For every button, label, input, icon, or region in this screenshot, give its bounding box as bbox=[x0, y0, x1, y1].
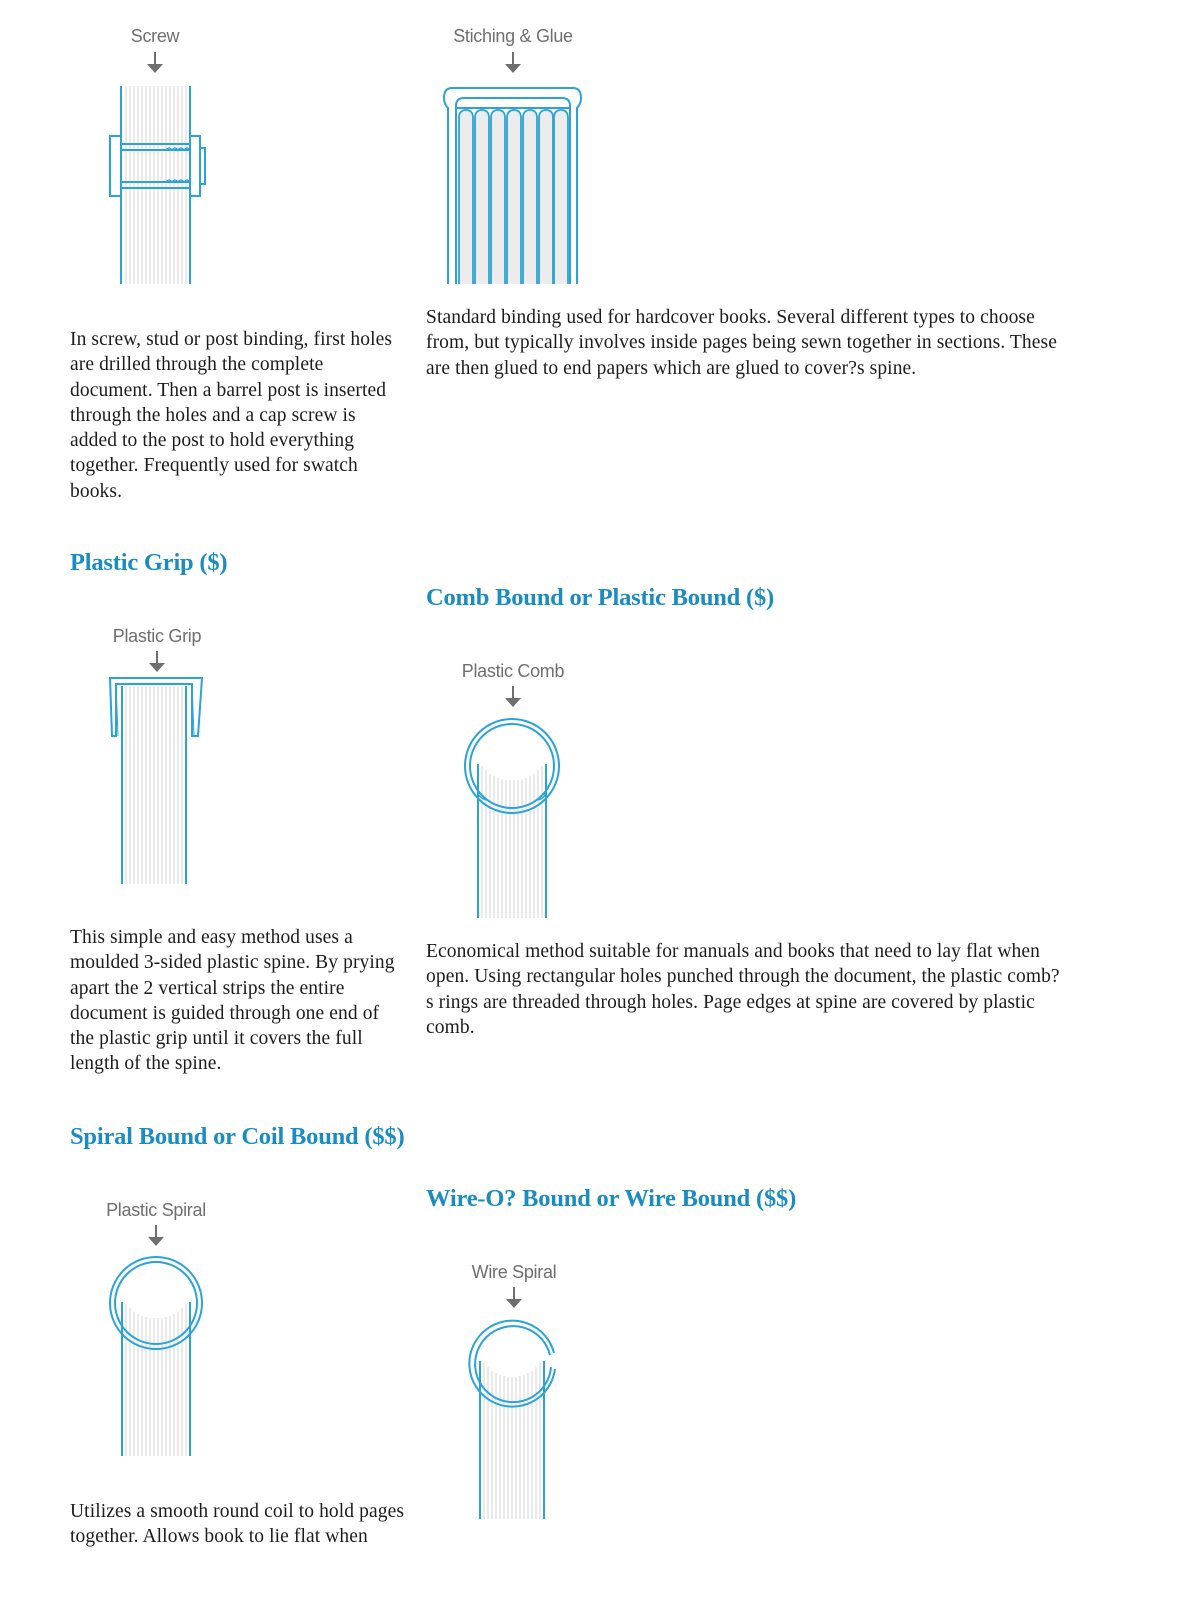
text-line: are then glued to end papers which are glued to cover?s spine. bbox=[426, 357, 917, 379]
down-arrow-icon bbox=[503, 686, 523, 708]
stitching-glue-diagram bbox=[440, 84, 585, 286]
screw-diagram-label: Screw bbox=[130, 26, 180, 46]
text-line: books. bbox=[70, 480, 123, 502]
comb-bound-description bbox=[426, 939, 1126, 1040]
text-line: together. Allows book to lie flat when bbox=[70, 1526, 368, 1548]
text-line: together. Frequently used for swatch bbox=[70, 455, 358, 477]
text-line: comb. bbox=[426, 1016, 475, 1038]
text-line: open. Using rectangular holes punched through the document, the plastic comb? bbox=[426, 966, 1060, 988]
down-arrow-icon bbox=[504, 1287, 524, 1309]
plastic-spiral-diagram-label: Plastic Spiral bbox=[106, 1200, 206, 1220]
text-line: Economical method suitable for manuals and books that need to lay flat when bbox=[426, 941, 1040, 962]
text-line: from, but typically involves inside pages being sewn together in sections. These bbox=[426, 332, 1057, 354]
wire-spiral-diagram bbox=[466, 1313, 562, 1521]
text-line: In screw, stud or post binding, first holes bbox=[70, 329, 393, 350]
text-line: apart the 2 vertical strips the entire bbox=[70, 977, 345, 999]
comb-bound-heading: Comb Bound or Plastic Bound ($) bbox=[426, 584, 774, 611]
plastic-grip-heading: Plastic Grip ($) bbox=[70, 549, 228, 576]
plastic-grip-diagram-label: Plastic Grip bbox=[112, 626, 202, 646]
down-arrow-icon bbox=[503, 52, 523, 74]
down-arrow-icon bbox=[147, 651, 167, 673]
wire-o-heading: Wire-O? Bound or Wire Bound ($$) bbox=[426, 1185, 797, 1212]
stitching-diagram-label: Stiching & Glue bbox=[453, 26, 573, 46]
text-line: length of the spine. bbox=[70, 1053, 222, 1075]
text-line: through the holes and a cap screw is bbox=[70, 404, 356, 426]
down-arrow-icon bbox=[145, 52, 165, 74]
down-arrow-icon bbox=[146, 1225, 166, 1247]
plastic-grip-diagram bbox=[106, 676, 206, 886]
spiral-bound-description bbox=[70, 1499, 470, 1550]
text-line: s rings are threaded through holes. Page edges at spine are covered by plastic bbox=[426, 991, 1035, 1013]
text-line: moulded 3-sided plastic spine. By prying bbox=[70, 952, 395, 974]
wire-spiral-diagram-label: Wire Spiral bbox=[471, 1262, 557, 1282]
plastic-comb-diagram-label: Plastic Comb bbox=[461, 661, 565, 681]
text-line: document. Then a barrel post is inserted bbox=[70, 379, 387, 401]
text-line: added to the post to hold everything bbox=[70, 430, 355, 452]
text-line: This simple and easy method uses a bbox=[70, 927, 353, 948]
text-line: are drilled through the complete bbox=[70, 354, 324, 376]
screw-description bbox=[70, 327, 425, 504]
text-line: document is guided through one end of bbox=[70, 1002, 380, 1024]
spiral-bound-heading: Spiral Bound or Coil Bound ($$) bbox=[70, 1123, 405, 1150]
text-line: the plastic grip until it covers the full bbox=[70, 1028, 363, 1050]
plastic-spiral-diagram bbox=[104, 1250, 208, 1458]
plastic-grip-description bbox=[70, 925, 425, 1077]
plastic-comb-diagram bbox=[460, 712, 566, 920]
screw-binding-diagram bbox=[104, 84, 210, 286]
text-line: Utilizes a smooth round coil to hold pages bbox=[70, 1501, 405, 1522]
stitching-description bbox=[426, 305, 1126, 381]
text-line: Standard binding used for hardcover books. Several different types to choose bbox=[426, 307, 1035, 328]
